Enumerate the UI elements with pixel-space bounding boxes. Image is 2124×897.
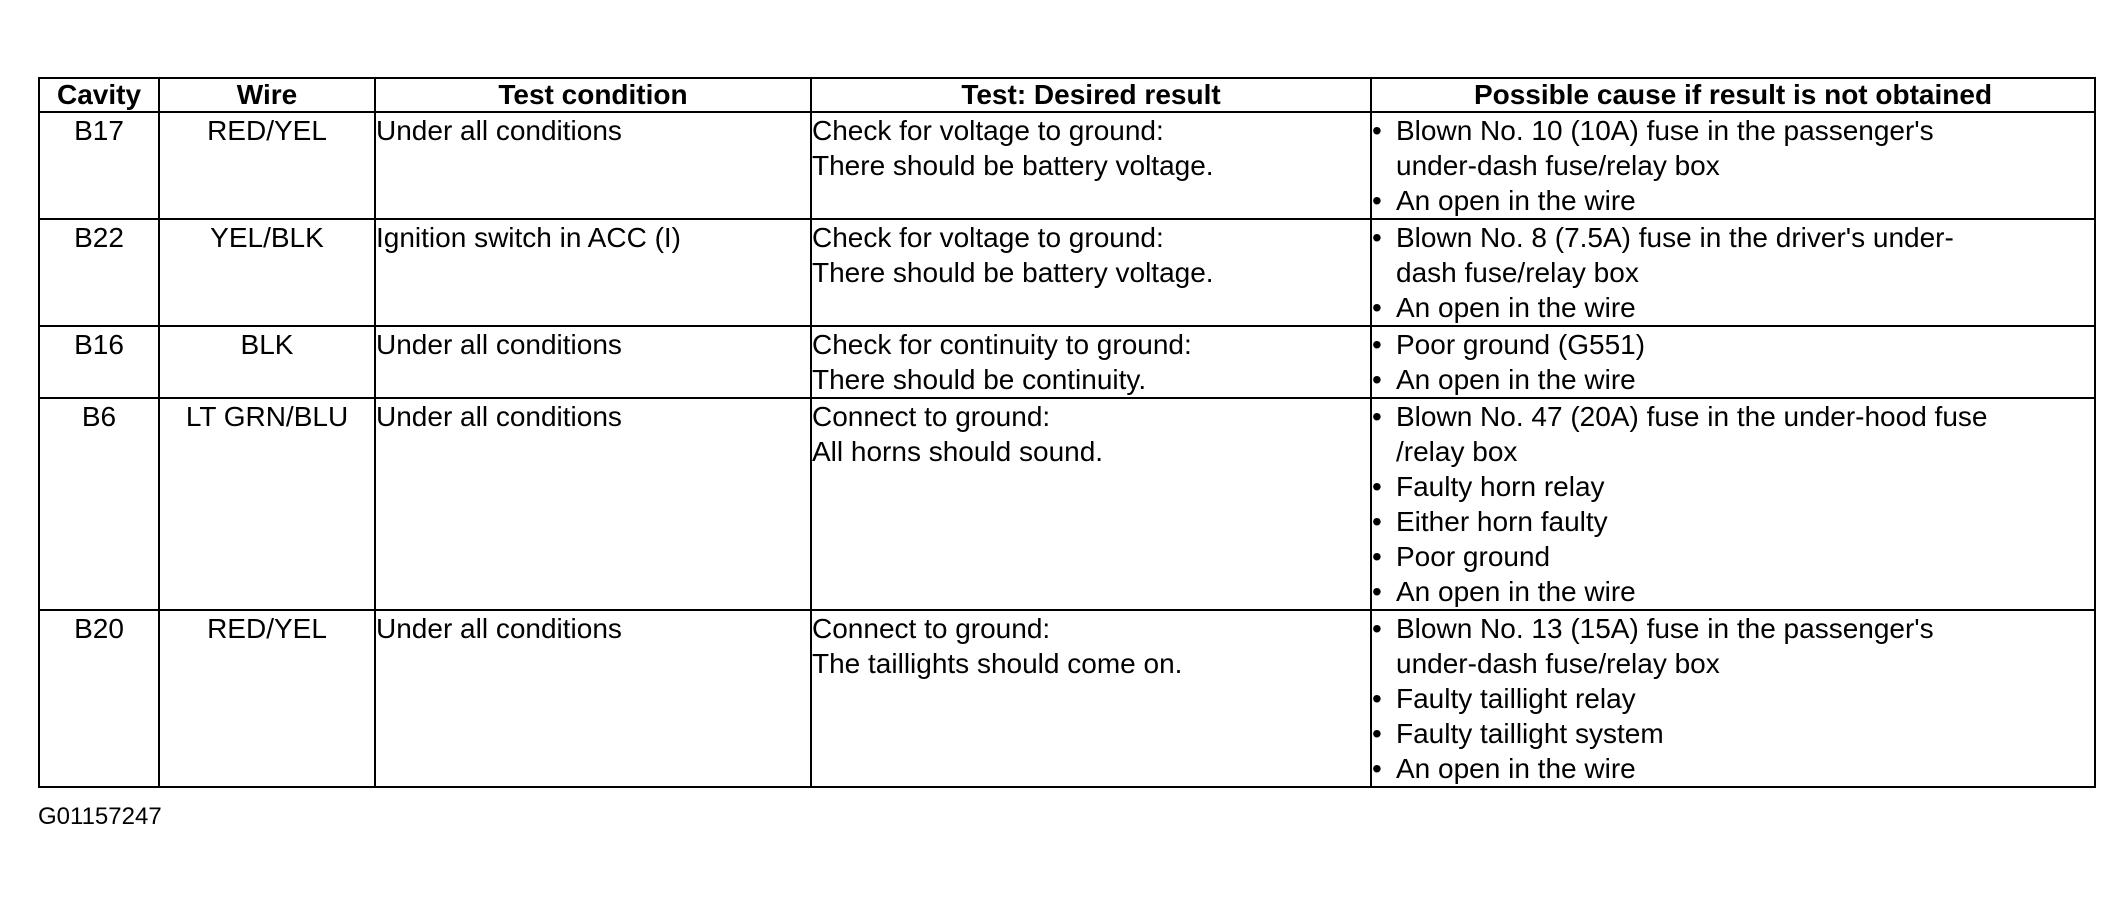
cavity-cell: B22	[39, 219, 159, 326]
cause-text-continued: dash fuse/relay box	[1396, 257, 1639, 288]
cause-item	[1372, 574, 2094, 609]
cause-text: Faulty horn relay	[1396, 471, 1605, 502]
cause-item	[1372, 539, 2094, 574]
header-possible-cause: Possible cause if result is not obtained	[1371, 78, 2095, 112]
cause-text: Blown No. 8 (7.5A) fuse in the driver's under-	[1396, 222, 1954, 253]
result-line: Check for voltage to ground:	[812, 222, 1164, 253]
cause-item	[1372, 399, 2094, 434]
cause-item	[1372, 362, 2094, 397]
bullet-icon: •	[1372, 401, 1382, 432]
bullet-icon: •	[1372, 753, 1382, 784]
test-condition-cell: Under all conditions	[375, 610, 811, 787]
cause-item	[1372, 183, 2094, 218]
bullet-icon: •	[1372, 329, 1382, 360]
table-row	[39, 326, 2095, 398]
cavity-cell: B16	[39, 326, 159, 398]
cause-text: An open in the wire	[1396, 576, 1636, 607]
figure-id: G01157247	[38, 803, 162, 830]
wire-cell: YEL/BLK	[159, 219, 375, 326]
bullet-icon: •	[1372, 541, 1382, 572]
bullet-icon: •	[1372, 506, 1382, 537]
cause-text: Faulty taillight relay	[1396, 683, 1636, 714]
cause-item	[1372, 751, 2094, 786]
result-line: Connect to ground:	[812, 613, 1051, 644]
table-body	[39, 112, 2095, 787]
cavity-cell: B6	[39, 398, 159, 610]
cause-text: An open in the wire	[1396, 364, 1636, 395]
bullet-icon: •	[1372, 613, 1382, 644]
cause-item	[1372, 327, 2094, 362]
possible-cause-cell	[1371, 398, 2095, 610]
test-condition-cell: Under all conditions	[375, 398, 811, 610]
result-line: Connect to ground:	[812, 401, 1051, 432]
cause-text: Blown No. 10 (10A) fuse in the passenger's	[1396, 115, 1934, 146]
desired-result-cell	[811, 610, 1371, 787]
cause-text-continued: /relay box	[1396, 436, 1518, 467]
cause-item	[1372, 716, 2094, 751]
bullet-icon: •	[1372, 292, 1382, 323]
wire-cell: BLK	[159, 326, 375, 398]
cause-text: An open in the wire	[1396, 292, 1636, 323]
result-line: All horns should sound.	[812, 436, 1104, 467]
bullet-icon: •	[1372, 576, 1382, 607]
cause-text: Poor ground (G551)	[1396, 329, 1646, 360]
cause-item	[1372, 681, 2094, 716]
desired-result-cell	[811, 398, 1371, 610]
possible-cause-cell	[1371, 326, 2095, 398]
cause-text-continued: under-dash fuse/relay box	[1396, 648, 1720, 679]
cavity-cell: B17	[39, 112, 159, 219]
cause-item	[1372, 113, 2094, 148]
cause-item	[1372, 611, 2094, 646]
header-desired-result: Test: Desired result	[811, 78, 1371, 112]
header-row	[39, 78, 2095, 112]
cause-text: An open in the wire	[1396, 753, 1636, 784]
header-cavity: Cavity	[39, 78, 159, 112]
desired-result-cell	[811, 326, 1371, 398]
result-line: Check for continuity to ground:	[812, 329, 1192, 360]
connector-test-table	[38, 77, 2096, 788]
result-line: There should be battery voltage.	[812, 257, 1214, 288]
test-condition-cell: Ignition switch in ACC (I)	[375, 219, 811, 326]
wire-cell: LT GRN/BLU	[159, 398, 375, 610]
table-row	[39, 610, 2095, 787]
cause-item	[1372, 220, 2094, 255]
possible-cause-cell	[1371, 610, 2095, 787]
cause-text: An open in the wire	[1396, 185, 1636, 216]
cause-text: Faulty taillight system	[1396, 718, 1664, 749]
cause-text-continued: under-dash fuse/relay box	[1396, 150, 1720, 181]
test-condition-cell: Under all conditions	[375, 326, 811, 398]
cavity-cell: B20	[39, 610, 159, 787]
cause-text: Poor ground	[1396, 541, 1551, 572]
result-line: The taillights should come on.	[812, 648, 1183, 679]
cause-item	[1372, 504, 2094, 539]
bullet-icon: •	[1372, 718, 1382, 749]
bullet-icon: •	[1372, 222, 1382, 253]
header-wire: Wire	[159, 78, 375, 112]
desired-result-cell	[811, 219, 1371, 326]
cause-text: Either horn faulty	[1396, 506, 1608, 537]
bullet-icon: •	[1372, 364, 1382, 395]
bullet-icon: •	[1372, 471, 1382, 502]
result-line: Check for voltage to ground:	[812, 115, 1164, 146]
wire-cell: RED/YEL	[159, 610, 375, 787]
cause-item	[1372, 290, 2094, 325]
cause-text: Blown No. 47 (20A) fuse in the under-hood fuse	[1396, 401, 1988, 432]
test-condition-cell: Under all conditions	[375, 112, 811, 219]
table-row	[39, 112, 2095, 219]
result-line: There should be continuity.	[812, 364, 1147, 395]
header-test-condition: Test condition	[375, 78, 811, 112]
possible-cause-cell	[1371, 112, 2095, 219]
table-header	[39, 78, 2095, 112]
wire-cell: RED/YEL	[159, 112, 375, 219]
possible-cause-cell	[1371, 219, 2095, 326]
result-line: There should be battery voltage.	[812, 150, 1214, 181]
cause-text: Blown No. 13 (15A) fuse in the passenger's	[1396, 613, 1934, 644]
table-row	[39, 398, 2095, 610]
bullet-icon: •	[1372, 185, 1382, 216]
bullet-icon: •	[1372, 115, 1382, 146]
table-row	[39, 219, 2095, 326]
bullet-icon: •	[1372, 683, 1382, 714]
desired-result-cell	[811, 112, 1371, 219]
cause-item	[1372, 469, 2094, 504]
